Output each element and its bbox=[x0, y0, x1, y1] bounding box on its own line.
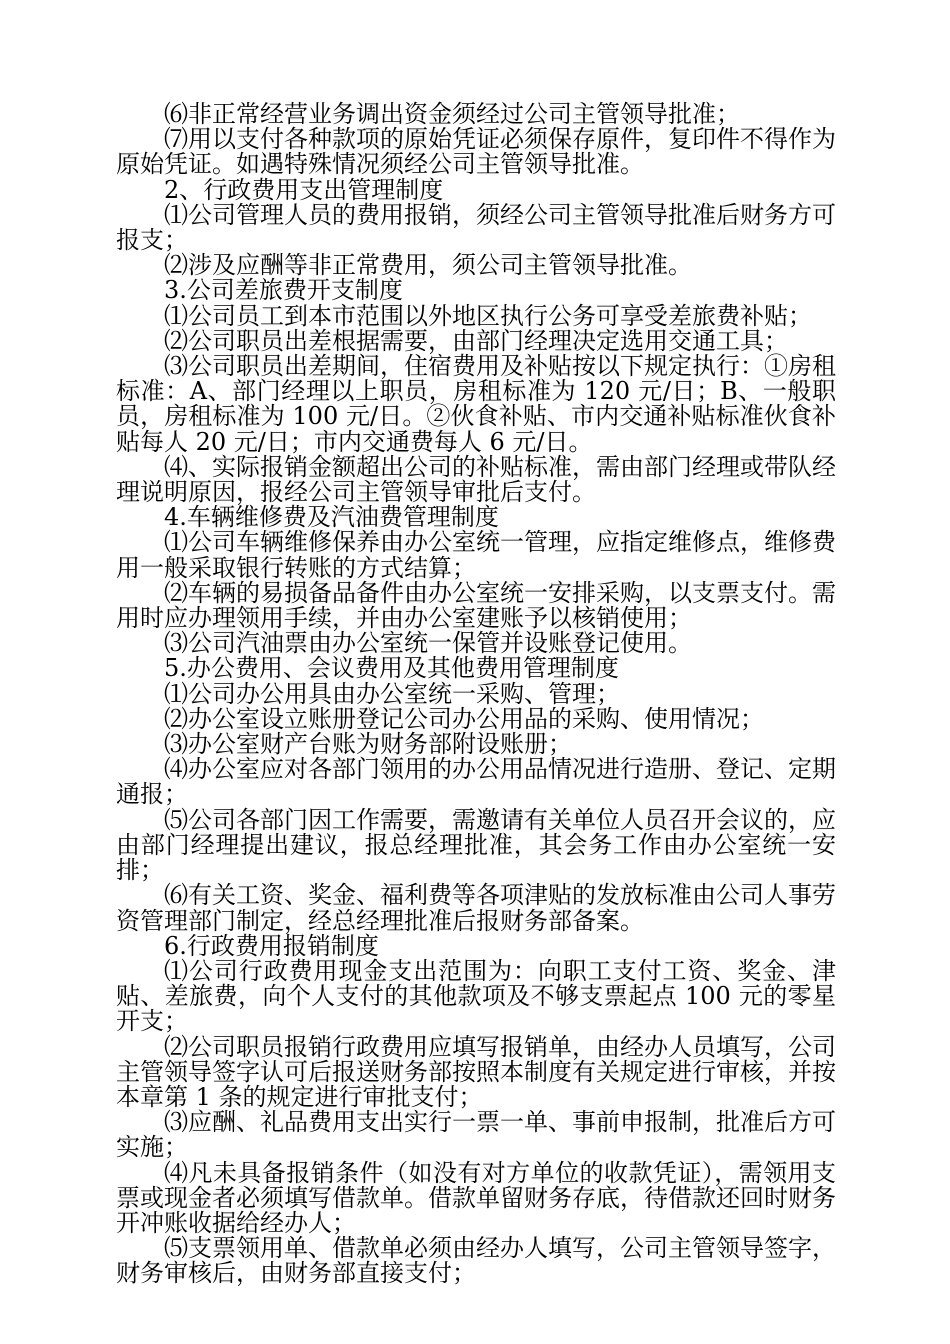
paragraph-item: ⑵公司职员出差根据需要，由部门经理决定选用交通工具； bbox=[164, 326, 788, 355]
paragraph-item: ⑹有关工资、奖金、福利费等各项津贴的发放标准由公司人事劳资管理部门制定，经总经理批准后报财务部备案。 bbox=[116, 881, 836, 935]
section-heading-6: 6.行政费用报销制度 bbox=[164, 931, 379, 960]
paragraph-item: ⑷办公室应对各部门领用的办公用品情况进行造册、登记、定期通报； bbox=[116, 755, 836, 809]
section-heading-5: 5.办公费用、会议费用及其他费用管理制度 bbox=[164, 654, 619, 683]
paragraph-item: ⑵涉及应酬等非正常费用，须公司主管领导批准。 bbox=[164, 251, 692, 280]
section-heading-2: 2、行政费用支出管理制度 bbox=[164, 175, 444, 204]
paragraph-item: ⑵办公室设立账册登记公司办公用品的采购、使用情况； bbox=[164, 704, 764, 733]
paragraph-item: ⑷、实际报销金额超出公司的补贴标准，需由部门经理或带队经理说明原因，报经公司主管领导审批后支付。 bbox=[116, 452, 836, 507]
section-heading-4: 4.车辆维修费及汽油费管理制度 bbox=[164, 503, 499, 532]
document-page bbox=[116, 102, 836, 1287]
paragraph-item: ⑸支票领用单、借款单必须由经办人填写，公司主管领导签字，财务审核后，由财务部直接支付； bbox=[116, 1234, 836, 1288]
paragraph-item: ⑸公司各部门因工作需要，需邀请有关单位人员召开会议的，应由部门经理提出建议，报总经理批准，其会务工作由办公室统一安排； bbox=[116, 805, 836, 885]
paragraph-item-7: ⑺用以支付各种款项的原始凭证必须保存原件，复印件不得作为原始凭证。如遇特殊情况须经公司主管领导批准。 bbox=[116, 125, 836, 179]
paragraph-item: ⑵公司职员报销行政费用应填写报销单，由经办人员填写，公司主管领导签字认可后报送财务部按照本制度有关规定进行审核，并按本章第 1 条的规定进行审批支付； bbox=[116, 1032, 836, 1111]
section-heading-3: 3.公司差旅费开支制度 bbox=[164, 276, 403, 305]
paragraph-item: ⑴公司行政费用现金支出范围为：向职工支付工资、奖金、津贴、差旅费，向个人支付的其他款项及不够支票起点 100 元的零星开支； bbox=[116, 956, 836, 1036]
paragraph-item: ⑶公司汽油票由办公室统一保管并设账登记使用。 bbox=[164, 629, 692, 658]
paragraph-item: ⑷凡未具备报销条件（如没有对方单位的收款凭证），需领用支票或现金者必须填写借款单。借款单留财务存底，待借款还回时财务开冲账收据给经办人； bbox=[116, 1158, 836, 1237]
paragraph-item: ⑶公司职员出差期间，住宿费用及补贴按以下规定执行：①房租标准：A、部门经理以上职员，房租标准为 120 元/日；B、一般职员，房租标准为 100 元/日。②伙食补贴、市内交通补贴标准伙食补贴每人 20 元/日；市内交通费每人 6 元/日。 bbox=[116, 352, 836, 456]
paragraph-item: ⑶办公室财产台账为财务部附设账册； bbox=[164, 730, 572, 759]
paragraph-item-6: ⑹非正常经营业务调出资金须经过公司主管领导批准； bbox=[164, 100, 740, 128]
paragraph-item: ⑴公司管理人员的费用报销，须经公司主管领导批准后财务方可报支； bbox=[116, 200, 836, 255]
paragraph-item: ⑶应酬、礼品费用支出实行一票一单、事前申报制，批准后方可实施； bbox=[116, 1108, 836, 1162]
paragraph-item: ⑴公司办公用具由办公室统一采购、管理； bbox=[164, 679, 620, 708]
paragraph-item: ⑴公司员工到本市范围以外地区执行公务可享受差旅费补贴； bbox=[164, 301, 812, 330]
paragraph-item: ⑵车辆的易损备品备件由办公室统一安排采购，以支票支付。需用时应办理领用手续，并由办公室建账予以核销使用； bbox=[116, 578, 836, 633]
paragraph-item: ⑴公司车辆维修保养由办公室统一管理，应指定维修点，维修费用一般采取银行转账的方式结算； bbox=[116, 528, 836, 582]
